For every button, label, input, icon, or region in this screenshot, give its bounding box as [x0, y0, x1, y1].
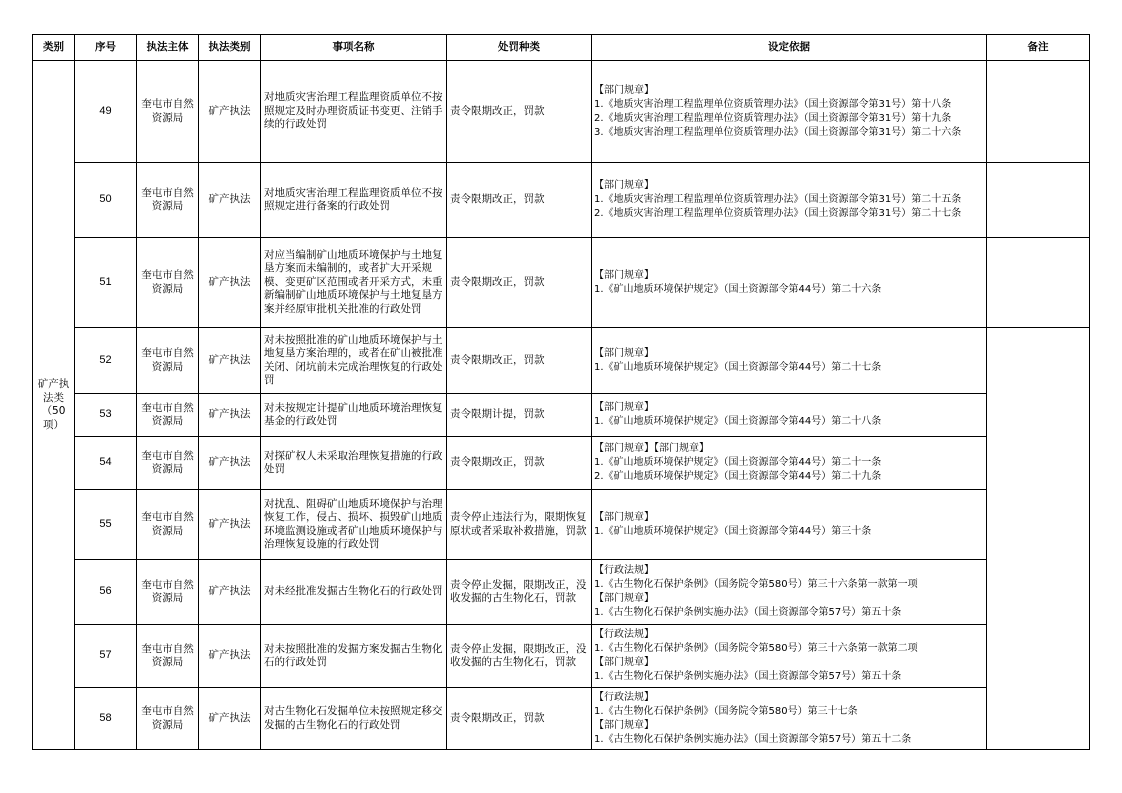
remark-cell — [987, 61, 1090, 163]
basis-line: 【行政法规】 — [594, 691, 654, 703]
header-type: 执法类别 — [199, 35, 261, 61]
basis-line: 【部门规章】 — [594, 180, 654, 191]
item-name: 对地质灾害治理工程监理资质单位不按照规定及时办理资质证书变更、注销手续的行政处罚 — [261, 61, 447, 163]
basis-line: 【行政法规】 — [594, 565, 654, 576]
header-item-name: 事项名称 — [261, 35, 447, 61]
penalty-type: 责令限期计提，罚款 — [447, 394, 592, 437]
legal-basis — [592, 625, 987, 688]
enforcement-type: 矿产执法 — [199, 490, 261, 560]
basis-line: 1.《古生物化石保护条例》（国务院令第580号）第三十七条 — [594, 705, 858, 717]
item-name: 对扰乱、阻碍矿山地质环境保护与治理恢复工作，侵占、损坏、损毁矿山地质环境监测设施或者矿山地质环境保护与治理恢复设施的行政处罚 — [261, 490, 447, 560]
legal-basis — [592, 61, 987, 163]
enforcement-subject: 奎屯市自然资源局 — [137, 688, 199, 750]
table-row — [33, 437, 1090, 490]
basis-line: 1.《矿山地质环境保护规定》（国土资源部令第44号）第三十条 — [594, 525, 872, 537]
penalty-type: 责令限期改正，罚款 — [447, 238, 592, 328]
row-number: 52 — [75, 328, 137, 394]
row-number: 50 — [75, 163, 137, 238]
legal-basis — [592, 437, 987, 490]
item-name: 对未按照批准的矿山地质环境保护与土地复垦方案治理的，或者在矿山被批准关闭、闭坑前未完成治理恢复的行政处罚 — [261, 328, 447, 394]
row-number: 54 — [75, 437, 137, 490]
enforcement-subject: 奎屯市自然资源局 — [137, 394, 199, 437]
row-number: 56 — [75, 560, 137, 625]
basis-line: 1.《地质灾害治理工程监理单位资质管理办法》（国土资源部令第31号）第二十五条 — [594, 194, 962, 205]
table-row — [33, 394, 1090, 437]
item-name: 对应当编制矿山地质环境保护与土地复垦方案而未编制的，或者扩大开采规模、变更矿区范围或者开采方式，未重新编制矿山地质环境保护与土地复垦方案并经原审批机关批准的行政处罚 — [261, 238, 447, 328]
basis-line: 【行政法规】 — [594, 629, 654, 640]
basis-line: 1.《古生物化石保护条例》（国务院令第580号）第三十六条第一款第一项 — [594, 579, 918, 590]
header-number: 序号 — [75, 35, 137, 61]
basis-line: 1.《古生物化石保护条例实施办法》（国土资源部令第57号）第五十条 — [594, 671, 902, 682]
table-row — [33, 163, 1090, 238]
enforcement-type: 矿产执法 — [199, 328, 261, 394]
basis-line: 【部门规章】 — [594, 511, 654, 523]
enforcement-type: 矿产执法 — [199, 394, 261, 437]
row-number: 53 — [75, 394, 137, 437]
penalty-type: 责令停止违法行为，限期恢复原状或者采取补救措施，罚款 — [447, 490, 592, 560]
penalty-type: 责令限期改正，罚款 — [447, 437, 592, 490]
enforcement-subject: 奎屯市自然资源局 — [137, 625, 199, 688]
table-row — [33, 688, 1090, 750]
basis-line: 【部门规章】 — [594, 657, 654, 668]
remark-cell — [987, 238, 1090, 328]
item-name: 对地质灾害治理工程监理资质单位不按照规定进行备案的行政处罚 — [261, 163, 447, 238]
enforcement-subject: 奎屯市自然资源局 — [137, 61, 199, 163]
remark-cell — [987, 328, 1090, 750]
basis-line: 1.《地质灾害治理工程监理单位资质管理办法》（国土资源部令第31号）第十八条 — [594, 98, 952, 110]
basis-line: 2.《地质灾害治理工程监理单位资质管理办法》（国土资源部令第31号）第十九条 — [594, 112, 952, 124]
basis-line: 2.《矿山地质环境保护规定》（国土资源部令第44号）第二十九条 — [594, 471, 882, 482]
basis-line: 1.《古生物化石保护条例实施办法》（国土资源部令第57号）第五十条 — [594, 607, 902, 618]
basis-line: 【部门规章】 — [594, 402, 654, 413]
enforcement-type: 矿产执法 — [199, 238, 261, 328]
table-row — [33, 490, 1090, 560]
header-row — [33, 35, 1090, 61]
header-basis: 设定依据 — [592, 35, 987, 61]
enforcement-type: 矿产执法 — [199, 688, 261, 750]
penalty-type: 责令限期改正，罚款 — [447, 328, 592, 394]
enforcement-subject: 奎屯市自然资源局 — [137, 437, 199, 490]
penalty-type: 责令停止发掘，限期改正，没收发掘的古生物化石，罚款 — [447, 625, 592, 688]
item-name: 对探矿权人未采取治理恢复措施的行政处罚 — [261, 437, 447, 490]
category-cell: 矿产执法类（50项） — [33, 61, 75, 750]
basis-line: 2.《地质灾害治理工程监理单位资质管理办法》（国土资源部令第31号）第二十七条 — [594, 208, 962, 219]
table-row — [33, 560, 1090, 625]
enforcement-type: 矿产执法 — [199, 625, 261, 688]
basis-line: 1.《古生物化石保护条例实施办法》（国土资源部令第57号）第五十二条 — [594, 733, 912, 745]
table-row — [33, 238, 1090, 328]
item-name: 对未按规定计提矿山地质环境治理恢复基金的行政处罚 — [261, 394, 447, 437]
table-body — [33, 61, 1090, 750]
legal-basis — [592, 394, 987, 437]
enforcement-subject: 奎屯市自然资源局 — [137, 560, 199, 625]
table-row — [33, 61, 1090, 163]
basis-line: 【部门规章】【部门规章】 — [594, 443, 709, 454]
row-number: 49 — [75, 61, 137, 163]
header-penalty: 处罚种类 — [447, 35, 592, 61]
basis-line: 1.《矿山地质环境保护规定》（国土资源部令第44号）第二十一条 — [594, 457, 882, 468]
basis-line: 1.《矿山地质环境保护规定》（国土资源部令第44号）第二十六条 — [594, 283, 882, 295]
basis-line: 【部门规章】 — [594, 593, 654, 604]
header-subject: 执法主体 — [137, 35, 199, 61]
item-name: 对未经批准发掘古生物化石的行政处罚 — [261, 560, 447, 625]
penalty-type: 责令限期改正，罚款 — [447, 163, 592, 238]
enforcement-subject: 奎屯市自然资源局 — [137, 490, 199, 560]
enforcement-type: 矿产执法 — [199, 61, 261, 163]
enforcement-type: 矿产执法 — [199, 560, 261, 625]
legal-basis — [592, 238, 987, 328]
row-number: 51 — [75, 238, 137, 328]
enforcement-subject: 奎屯市自然资源局 — [137, 238, 199, 328]
header-remark: 备注 — [987, 35, 1090, 61]
legal-basis — [592, 688, 987, 750]
enforcement-type: 矿产执法 — [199, 437, 261, 490]
basis-line: 【部门规章】 — [594, 84, 654, 96]
basis-line: 【部门规章】 — [594, 269, 654, 281]
enforcement-subject: 奎屯市自然资源局 — [137, 163, 199, 238]
basis-line: 【部门规章】 — [594, 347, 654, 359]
basis-line: 【部门规章】 — [594, 719, 654, 731]
enforcement-table — [32, 34, 1090, 750]
table-row — [33, 625, 1090, 688]
row-number: 55 — [75, 490, 137, 560]
remark-cell — [987, 163, 1090, 238]
header-category: 类别 — [33, 35, 75, 61]
basis-line: 1.《矿山地质环境保护规定》（国土资源部令第44号）第二十七条 — [594, 361, 882, 373]
enforcement-type: 矿产执法 — [199, 163, 261, 238]
item-name: 对未按照批准的发掘方案发掘古生物化石的行政处罚 — [261, 625, 447, 688]
legal-basis — [592, 328, 987, 394]
table-row — [33, 328, 1090, 394]
row-number: 57 — [75, 625, 137, 688]
legal-basis — [592, 560, 987, 625]
basis-line: 1.《矿山地质环境保护规定》（国土资源部令第44号）第二十八条 — [594, 416, 882, 427]
enforcement-subject: 奎屯市自然资源局 — [137, 328, 199, 394]
row-number: 58 — [75, 688, 137, 750]
basis-line: 3.《地质灾害治理工程监理单位资质管理办法》（国土资源部令第31号）第二十六条 — [594, 126, 962, 138]
penalty-type: 责令限期改正，罚款 — [447, 688, 592, 750]
item-name: 对古生物化石发掘单位未按照规定移交发掘的古生物化石的行政处罚 — [261, 688, 447, 750]
legal-basis — [592, 163, 987, 238]
basis-line: 1.《古生物化石保护条例》（国务院令第580号）第三十六条第一款第二项 — [594, 643, 918, 654]
penalty-type: 责令停止发掘，限期改正，没收发掘的古生物化石，罚款 — [447, 560, 592, 625]
penalty-type: 责令限期改正，罚款 — [447, 61, 592, 163]
legal-basis — [592, 490, 987, 560]
